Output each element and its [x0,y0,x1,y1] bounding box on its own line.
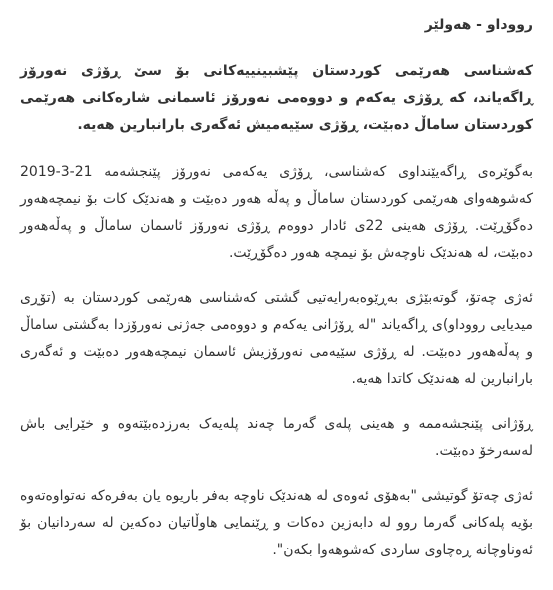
article-lead: کەشناسی هەرێمی کوردستان پێشبینییەکانی بۆ سێ ڕۆژی نەورۆز ڕاگەیاند، کە ڕۆژی یەکەم و دووەمی نەورۆز ئاسمانی شارەکانی هەرێمی کوردستان ساماڵ دەبێت، ڕۆژی سێیەمیش ئەگەری بارانبارین هەیە. [20,63,533,133]
article-paragraph: ڕۆژانی پێنجشەممە و هەینی پلەی گەرما چەند پلەیەک بەرزدەبێتەوە و خێرایی باش لەسەرخۆ دەبێت. [20,416,533,459]
article-paragraph: بەگوێرەی ڕاگەیێنداوی کەشناسی، ڕۆژی یەکەمی نەورۆز پێنجشەمە 21-3-2019 کەشوهەوای هەرێمی کوردستان ساماڵ و پەڵە هەور دەبێت و هەندێک کات بۆ نیمچەهەور دەگۆڕێت. ڕۆژی هەینی 22ی ئادار دووەم ڕۆژی نەورۆز ئاسمان ساماڵ و پەڵەهەور دەبێت، لە هەندێک ناوچەش بۆ نیمچە هەور دەگۆڕێت. [20,164,533,261]
article-paragraph: ئەژی چەتۆ، گوتەبێژی بەڕێوەبەرایەتیی گشتی کەشناسی هەرێمی کوردستان بە (تۆڕی میدیایی رووداو)ی ڕاگەیاند "لە ڕۆژانی یەکەم و دووەمی جەژنی نەورۆزدا بەگشتی ساماڵ و پەڵەهەور دەبێت. لە ڕۆژی سێیەمی نەورۆزیش ئاسمان نیمچەهەور دەبێت و ئەگەری بارانبارین لە هەندێک کاتدا هەیە. [20,290,533,387]
article-paragraph: ئەژی چەتۆ گوتیشی "بەهۆی ئەوەی لە هەندێک ناوچە بەفر باریوە یان بەفرەکە نەتواوەتەوە بۆیە پلەکانی گەرما روو لە دابەزین دەکات و ڕێنمایی هاوڵاتیان دەکەین لە سەردانیان بۆ ئەوناوچانە ڕەچاوی ساردی کەشوهەوا بکەن". [20,488,533,558]
article-dateline: رووداو - هەولێر [424,17,533,33]
